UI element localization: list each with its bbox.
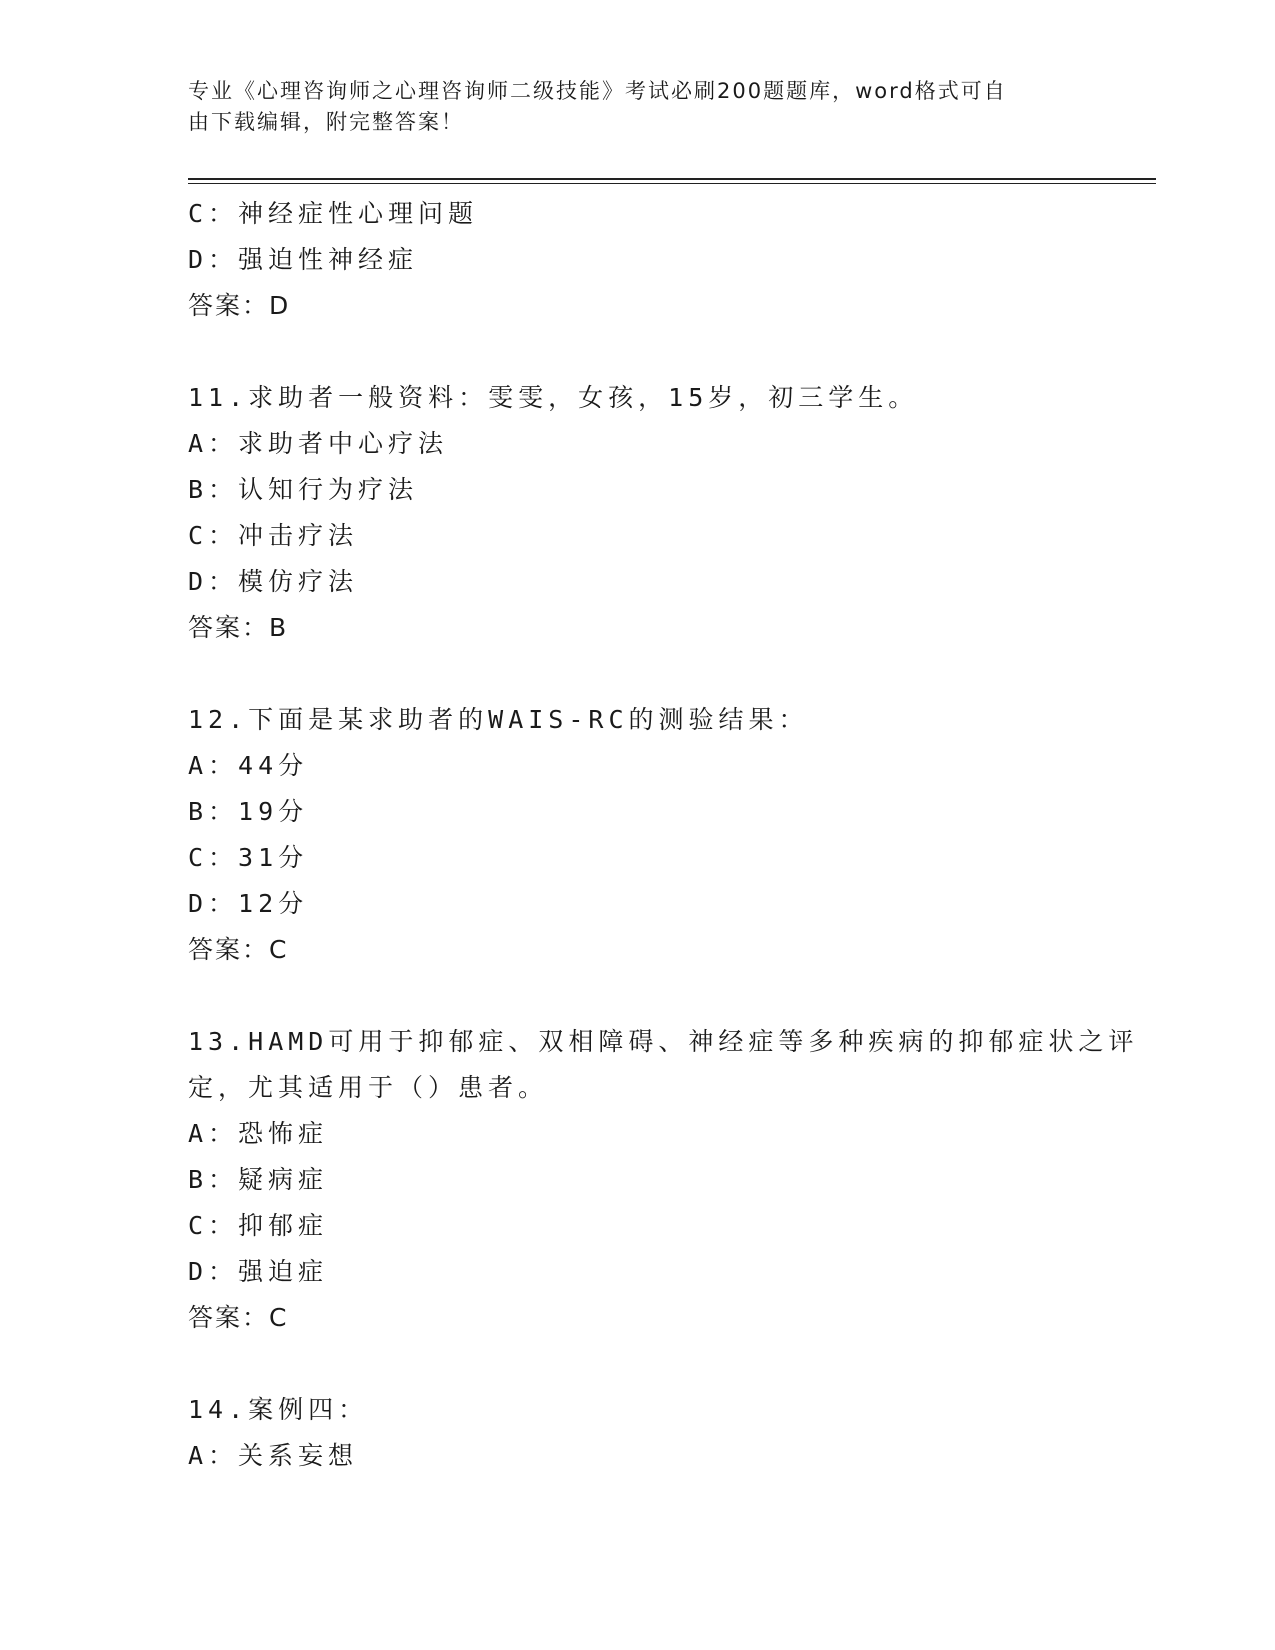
option-a: A：44分 bbox=[188, 751, 309, 780]
question-11 bbox=[188, 375, 1088, 651]
question-stem: 12.下面是某求助者的WAIS-RC的测验结果： bbox=[188, 705, 809, 734]
option-b: B：认知行为疗法 bbox=[188, 475, 419, 504]
header-divider-thick bbox=[188, 178, 1156, 180]
option-c: C：神经症性心理问题 bbox=[188, 199, 479, 228]
option-d: D：强迫症 bbox=[188, 1257, 329, 1286]
option-a: A：关系妄想 bbox=[188, 1441, 359, 1470]
option-c: C：抑郁症 bbox=[188, 1211, 329, 1240]
header-line-1: 专业《心理咨询师之心理咨询师二级技能》考试必刷200题题库，word格式可自 bbox=[188, 79, 1007, 103]
option-a: A：求助者中心疗法 bbox=[188, 429, 449, 458]
option-b: B：疑病症 bbox=[188, 1165, 329, 1194]
question-10-continuation bbox=[188, 191, 1088, 329]
question-stem: 11.求助者一般资料：雯雯，女孩，15岁，初三学生。 bbox=[188, 383, 919, 412]
spacer bbox=[188, 329, 1088, 375]
header-divider-thin bbox=[188, 183, 1156, 184]
option-d: D：模仿疗法 bbox=[188, 567, 359, 596]
option-c: C：31分 bbox=[188, 843, 309, 872]
option-c: C：冲击疗法 bbox=[188, 521, 359, 550]
question-14 bbox=[188, 1387, 1088, 1479]
spacer bbox=[188, 1341, 1088, 1387]
header-line-2: 由下载编辑，附完整答案！ bbox=[188, 110, 464, 134]
answer-line: 答案：B bbox=[188, 613, 289, 642]
document-header bbox=[188, 76, 1068, 138]
question-stem-line-1: 13.HAMD可用于抑郁症、双相障碍、神经症等多种疾病的抑郁症状之评 bbox=[188, 1027, 1139, 1056]
question-stem: 14.案例四： bbox=[188, 1395, 369, 1424]
question-list bbox=[188, 191, 1139, 1479]
spacer bbox=[188, 651, 1088, 697]
option-b: B：19分 bbox=[188, 797, 309, 826]
question-12 bbox=[188, 697, 1088, 973]
answer-line: 答案：D bbox=[188, 291, 291, 320]
question-13 bbox=[188, 1019, 1139, 1341]
answer-line: 答案：C bbox=[188, 935, 289, 964]
question-stem-line-2: 定，尤其适用于（）患者。 bbox=[188, 1073, 549, 1102]
option-a: A：恐怖症 bbox=[188, 1119, 329, 1148]
spacer bbox=[188, 973, 1088, 1019]
option-d: D：12分 bbox=[188, 889, 309, 918]
option-d: D：强迫性神经症 bbox=[188, 245, 419, 274]
answer-line: 答案：C bbox=[188, 1303, 289, 1332]
